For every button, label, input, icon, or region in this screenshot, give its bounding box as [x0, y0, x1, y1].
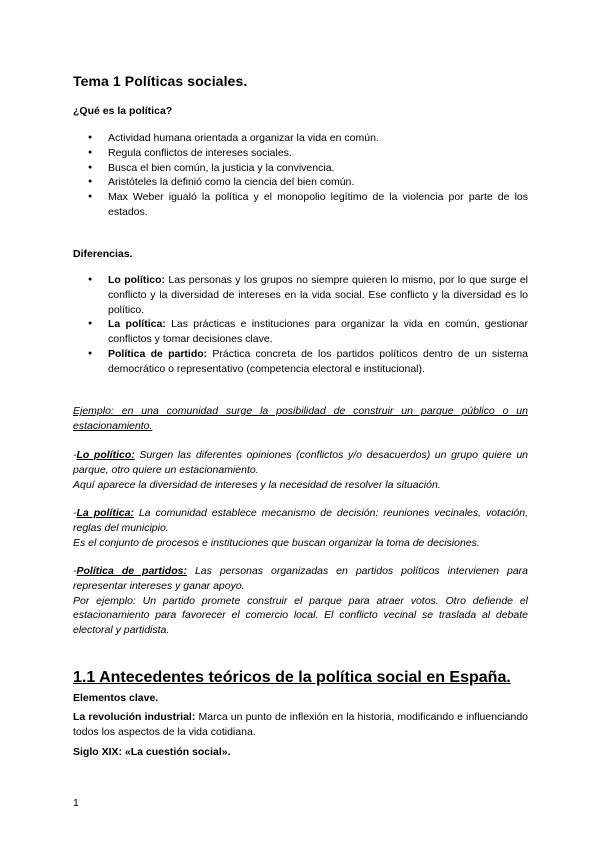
- list-item: ● Busca el bien común, la justicia y la convivencia.: [73, 161, 528, 176]
- differences-list: [73, 273, 528, 377]
- term: La política:: [108, 318, 166, 331]
- example-la-politica: [73, 506, 528, 550]
- term: Lo político:: [76, 449, 135, 461]
- dash: -: [73, 449, 77, 461]
- dash: -: [73, 507, 77, 519]
- dash: -: [73, 565, 77, 577]
- century-heading: Siglo XIX: «La cuestión social».: [73, 746, 231, 758]
- term: Lo político:: [108, 274, 166, 286]
- definition-list: [73, 131, 528, 220]
- term: Política de partido:: [108, 347, 208, 360]
- example-intro: Ejemplo: en una comunidad surge la posibilidad de construir un parque público o un estacionamiento.: [73, 405, 528, 432]
- example-text: Las personas organizadas en partidos políticos intervienen para representar intereses y ganar apoyo.: [73, 565, 528, 592]
- example-text: Aquí aparece la diversidad de intereses y la necesidad de resolver la situación.: [73, 478, 441, 491]
- question-heading: ¿Qué es la política?: [73, 105, 173, 117]
- page-title: Tema 1 Políticas sociales.: [73, 73, 248, 89]
- example-text: Surgen las diferentes opiniones (conflictos y/o desacuerdos) un grupo quiere un parque, otro quiere un estacionamiento.: [73, 449, 528, 476]
- example-text: Por ejemplo: Un partido promete construir el parque para atraer votos. Otro defiende el estacionamiento para favorecer el comercio local. El conflicto vecinal se traslada al debate electoral y partidista.: [73, 594, 528, 637]
- example-lo-politico: [73, 448, 528, 492]
- section-heading: 1.1 Antecedentes teóricos de la política social en España.: [73, 669, 511, 686]
- list-item: ● Aristóteles la definió como la ciencia del bien común.: [73, 175, 528, 190]
- industrial-revolution: [73, 710, 528, 740]
- list-item: [73, 317, 528, 347]
- term: La revolución industrial:: [73, 711, 196, 723]
- definition: Práctica concreta de los partidos políticos dentro de un sistema democrático o representativo (competencia electoral e institucional).: [108, 347, 529, 375]
- list-item: ● Max Weber igualó la política y el monopolio legítimo de la violencia por parte de los estados.: [73, 190, 528, 220]
- term: La política:: [76, 507, 134, 519]
- key-elements-heading: Elementos clave.: [73, 692, 159, 704]
- list-item: [73, 273, 528, 317]
- example-text: La comunidad establece mecanismo de decisión: reuniones vecinales, votación, reglas del municipio.: [73, 507, 528, 534]
- list-item: ● Actividad humana orientada a organizar la vida en común.: [73, 131, 528, 146]
- list-item: [73, 347, 528, 377]
- example-text: Es el conjunto de procesos e instituciones que buscan organizar la toma de decisiones.: [73, 536, 480, 549]
- definition: Las prácticas e instituciones para organizar la vida en común, gestionar conflictos y tomar decisiones clave.: [108, 318, 528, 346]
- page-number: 1: [73, 797, 79, 809]
- definition: Las personas y los grupos no siempre quieren lo mismo, por lo que surge el conflicto y la diversidad de intereses en la vida social. Ese conflicto y la diversidad es lo político.: [108, 274, 528, 316]
- definition: Marca un punto de inflexión en la historia, modificando e influenciando todos los aspectos de la vida cotidiana.: [73, 711, 528, 738]
- term: Política de partidos:: [76, 565, 187, 577]
- differences-heading: Diferencias.: [73, 248, 133, 260]
- list-item: ● Regula conflictos de intereses sociales.: [73, 146, 528, 161]
- example-politica-partidos: [73, 564, 528, 638]
